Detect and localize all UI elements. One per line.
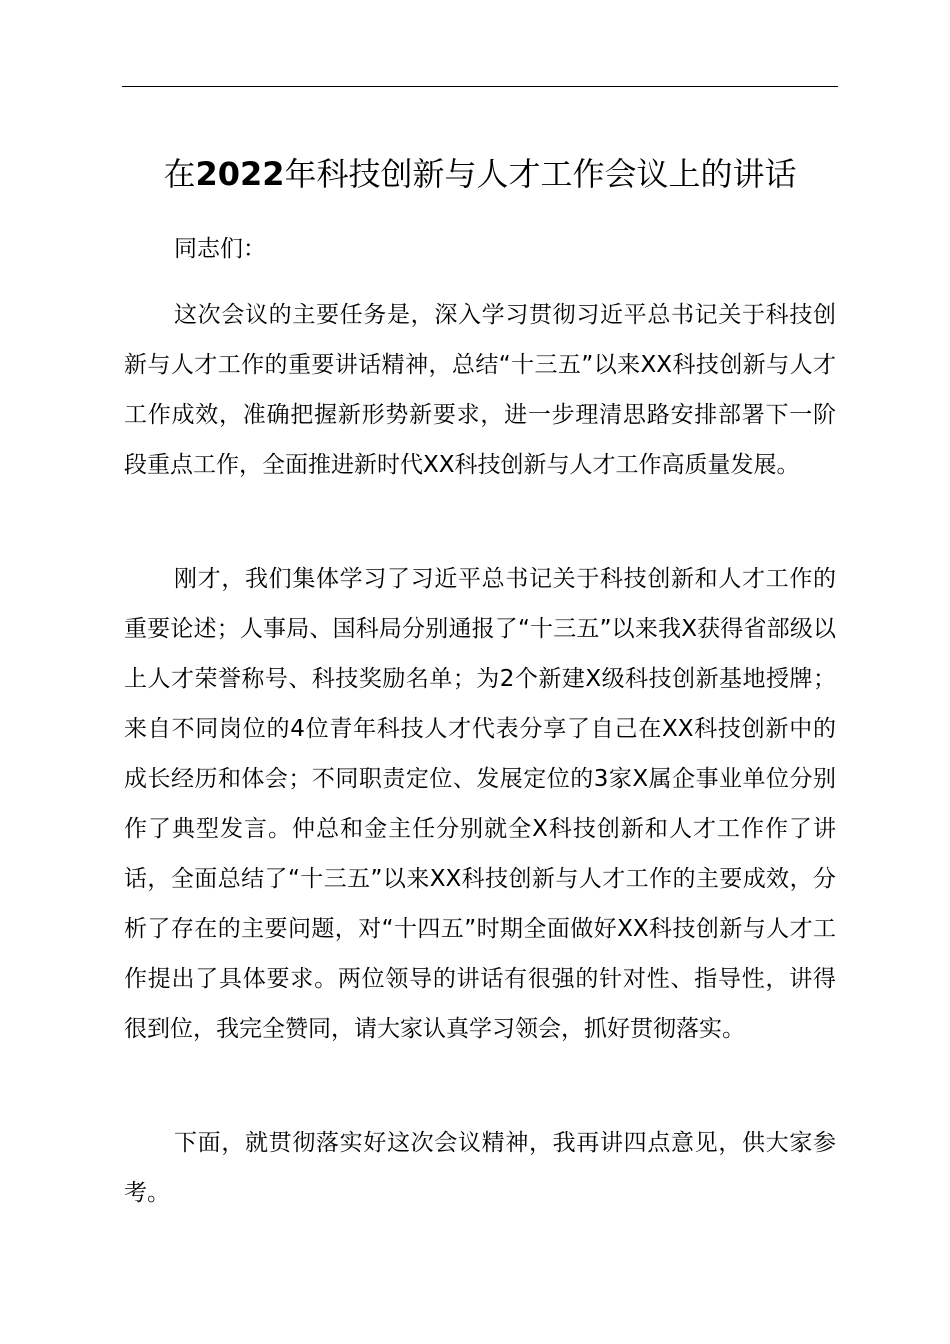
title-prefix: 在 bbox=[163, 155, 196, 193]
paragraph-1: 这次会议的主要任务是，深入学习贯彻习近平总书记关于科技创新与人才工作的重要讲话精神，总结“十三五”以来XX科技创新与人才工作成效，准确把握新形势新要求，进一步理清思路安排部署下一阶段重点工作，全面推进新时代XX科技创新与人才工作高质量发展。 bbox=[124, 302, 836, 478]
title-suffix: 年科技创新与人才工作会议上的讲话 bbox=[284, 155, 797, 193]
paragraph-3: 下面，就贯彻落实好这次会议精神，我再讲四点意见，供大家参考。 bbox=[124, 1130, 836, 1206]
title-year: 2022 bbox=[195, 155, 285, 193]
document-title bbox=[110, 150, 850, 198]
paragraph-2: 刚才，我们集体学习了习近平总书记关于科技创新和人才工作的重要论述；人事局、国科局分别通报了“十三五”以来我X获得省部级以上人才荣誉称号、科技奖励名单；为2个新建X级科技创新基地授牌；来自不同岗位的4位青年科技人才代表分享了自己在XX科技创新中的成长经历和体会；不同职责定位、发展定位的3家X属企事业单位分别作了典型发言。仲总和金主任分别就全X科技创新和人才工作作了讲话，全面总结了“十三五”以来XX科技创新与人才工作的主要成效，分析了存在的主要问题，对“十四五”时期全面做好XX科技创新与人才工作提出了具体要求。两位领导的讲话有很强的针对性、指导性，讲得很到位，我完全赞同，请大家认真学习领会，抓好贯彻落实。 bbox=[124, 566, 836, 1042]
greeting: 同志们： bbox=[174, 236, 266, 262]
header-rule bbox=[122, 86, 838, 87]
